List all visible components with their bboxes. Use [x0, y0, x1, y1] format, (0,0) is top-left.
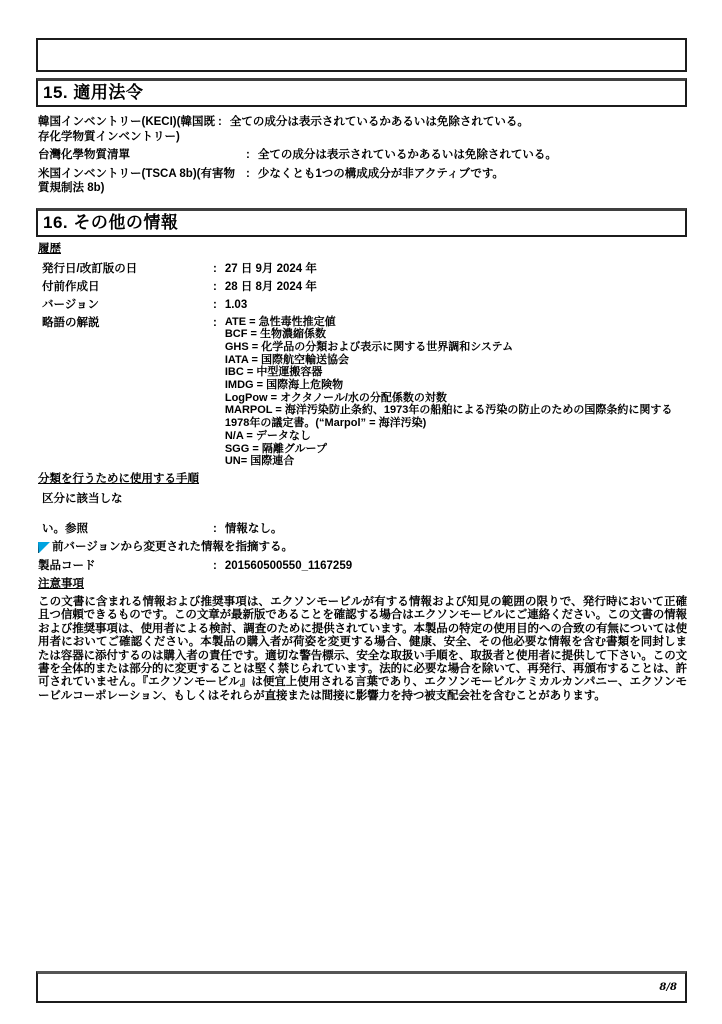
abbreviation-item: N/A = データなし — [224, 429, 311, 442]
section-15-body — [36, 107, 687, 196]
history-heading: 履歴 — [38, 242, 61, 255]
colon-separator: : — [213, 262, 217, 275]
notice-heading: 注意事項 — [38, 577, 84, 590]
change-marker-icon — [38, 542, 50, 553]
header-box — [36, 38, 687, 72]
regulation-row-keci — [38, 115, 687, 144]
abbreviation-item: IBC = 中型運搬容器 — [224, 366, 323, 379]
previous-date-row — [42, 280, 687, 295]
abbreviation-item: IMDG = 国際海上危険物 — [224, 379, 344, 392]
abbreviations-row — [42, 316, 687, 468]
section-15-title: 15. 適用法令 — [36, 78, 687, 107]
row-value: 全ての成分は表示されているかあるいは免除されている。 — [257, 149, 557, 161]
issue-date-row — [42, 262, 687, 277]
product-code-row — [38, 559, 687, 574]
row-label: い。参照 — [42, 522, 88, 535]
abbreviations-list — [225, 316, 687, 468]
regulation-row-taiwan — [38, 148, 687, 163]
row-value: 201560500550_1167259 — [224, 559, 353, 572]
abbreviation-item: GHS = 化学品の分類および表示に関する世界調和システム — [224, 340, 514, 353]
row-label: 略語の解説 — [42, 316, 100, 329]
row-label: 米国インベントリー(TSCA 8b)(有害物質規制法 8b) — [38, 167, 235, 194]
abbreviation-item: MARPOL = 海洋汚染防止条約、1973年の船舶による汚染の防止のための国際条約に関する 1978年の議定書。(“Marpol” = 海洋汚染) — [224, 404, 673, 430]
change-indicator-row — [38, 540, 687, 555]
colon-separator: : — [213, 316, 217, 329]
colon-separator: : — [213, 298, 217, 311]
section-16-title: 16. その他の情報 — [36, 208, 687, 237]
abbreviation-item: BCF = 生物濃縮係数 — [224, 328, 326, 341]
row-value: 28 日 8月 2024 年 — [224, 280, 317, 293]
colon-separator: : — [246, 149, 250, 161]
regulation-row-tsca — [38, 167, 687, 196]
colon-separator: : — [213, 559, 217, 572]
abbreviation-item: SGG = 隔離グループ — [224, 442, 327, 455]
colon-separator: : — [246, 167, 250, 180]
colon-separator: : — [213, 522, 217, 535]
abbreviation-item: LogPow = オクタノール/水の分配係数の対数 — [224, 391, 447, 404]
notice-text: この文書に含まれる情報および推奨事項は、エクソンモービルが有する情報および知見の範囲の限りで、発行時において正確且つ信頼できるものです。この文章が最新版であることを確認する場合はエクソンモービルにご連絡ください。この文書の情報および推奨事項は、使用者による検討、調査のために提供されています。本製品の特定の使用目的への合致の有無については使用者においてご確認ください。本製品の購入者が荷姿を変更する場合、健康、安全、その他必要な情報を含む書類を同封しまたは容器に添付するのは購入者の責任です。適切な警告標示、安全な取扱い手順を、取扱者と使用者に提供して下さい。この文書を全体的または部分的に変更することは堅く禁じられています。法的に必要な場合を除いて、再発行、再頒布することは、許可されていません。『エクソンモービル』は便宜上使用される言葉であり、エクソンモービルケミカルカンパニー、エクソンモービルコーポレーション、もしくはそれらが直接または間接に影響力を持つ被支配会社を含むことがあります。 — [38, 595, 687, 702]
row-label: 製品コード — [38, 559, 96, 572]
row-label: 台灣化學物質清單 — [38, 149, 130, 161]
row-label: 付前作成日 — [42, 280, 100, 293]
version-row — [42, 298, 687, 313]
row-label: バージョン — [42, 298, 100, 311]
classification-heading: 分類を行うために使用する手順 — [38, 472, 199, 485]
row-label: 発行日/改訂版の日 — [42, 262, 138, 275]
colon-separator: : — [218, 116, 222, 128]
row-label: 韓国インベントリー(KECI)(韓国既存化学物質インベントリー) — [38, 116, 215, 143]
abbreviation-item: UN= 国際連合 — [224, 455, 295, 468]
classification-text: 区分に該当しな — [42, 492, 123, 505]
row-value: 全ての成分は表示されているかあるいは免除されている。 — [229, 116, 529, 128]
reference-row — [42, 522, 687, 537]
section-16-body — [36, 237, 687, 704]
change-note-text: 前バージョンから変更された情報を指摘する。 — [52, 540, 294, 553]
abbreviation-item: IATA = 国際航空輸送協会 — [224, 353, 350, 366]
row-value: 27 日 9月 2024 年 — [224, 262, 317, 275]
footer-box — [36, 971, 687, 1003]
row-value: 少なくとも1つの構成成分が非アクティブです。 — [257, 167, 504, 180]
abbreviation-item: ATE = 急性毒性推定値 — [224, 315, 336, 328]
page-number: 8/8 — [659, 982, 677, 993]
row-value: 1.03 — [224, 298, 248, 311]
colon-separator: : — [213, 280, 217, 293]
row-value: 情報なし。 — [224, 522, 283, 535]
